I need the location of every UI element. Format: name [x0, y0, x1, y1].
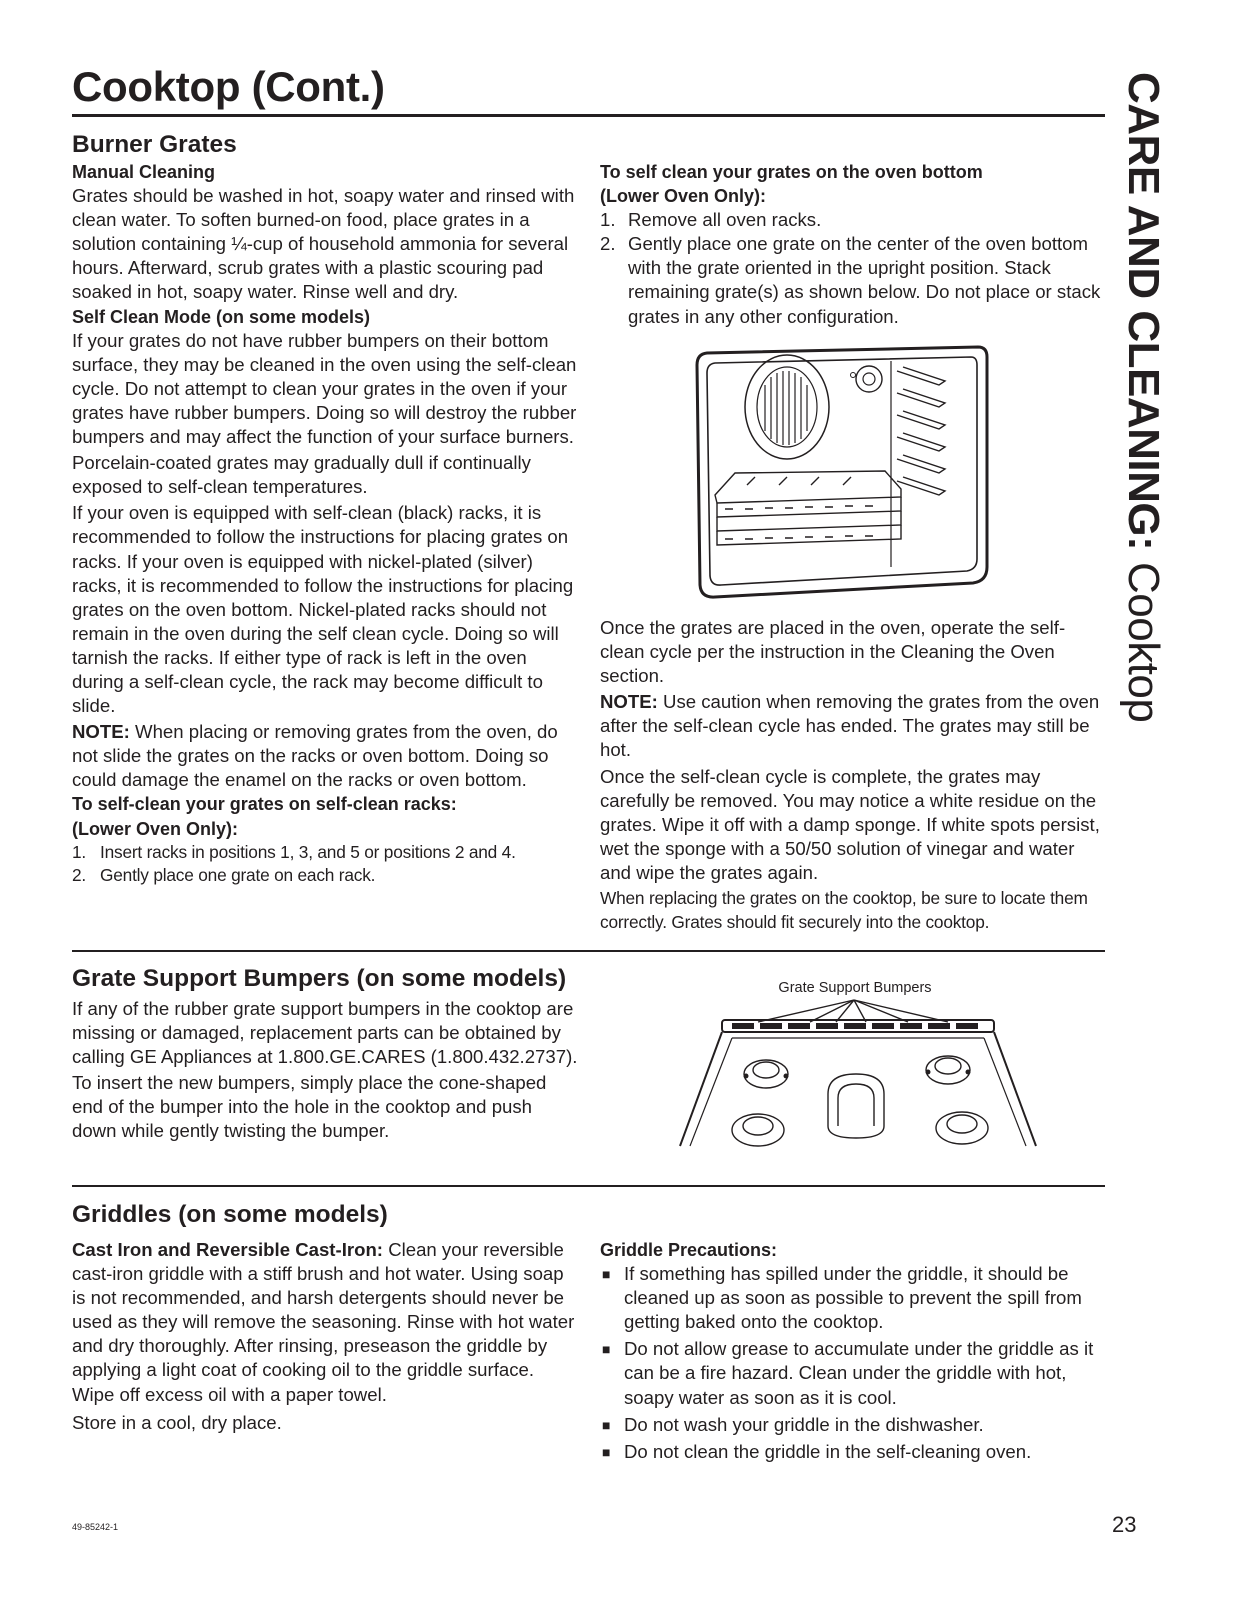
bumpers-text — [72, 997, 580, 1144]
after-paragraph: When replacing the grates on the cooktop, be sure to locate them correctly. Grates should fit securely into the cooktop. — [600, 888, 1088, 932]
precaution-text: Do not clean the griddle in the self-cleaning oven. — [624, 1440, 1032, 1462]
precaution-item — [600, 1262, 1105, 1334]
bottom-heading-line: To self clean your grates on the oven bottom — [600, 162, 983, 182]
step-number: 2. — [72, 865, 87, 886]
self-clean-paragraph: If your grates do not have rubber bumpers on their bottom surface, they may be cleaned in the oven using the self-clean cycle. Do not attempt to clean your grates in the oven if your grates have rubber bumpers. Doing so will destroy the rubber bumpers and may affect the function of your surface burners. — [72, 329, 577, 448]
note2-label: NOTE: — [600, 691, 658, 713]
after-paragraph: Once the grates are placed in the oven, operate the self-clean cycle per the instruction in the Cleaning the Oven section. — [600, 617, 1066, 687]
racks-heading-line: To self-clean your grates on self-clean racks: — [72, 794, 457, 815]
title-rule — [72, 114, 1105, 117]
precautions-label: Griddle Precautions: — [600, 1240, 778, 1260]
step-text: Gently place one grate on the center of the oven bottom with the grate oriented in the upright position. Stack remaining grate(s) as shown below. Do not place or stack grates in any other configuration. — [628, 233, 1101, 327]
bottom-heading — [600, 160, 1105, 208]
manual-cleaning-text: Grates should be washed in hot, soapy water and rinsed with clean water. To soften burned-on food, place grates in a solution containing ¼-cup of household ammonia for several hours. Afterward, scrub grates with a plastic scouring pad soaked in hot, soapy water. Rinse well and dry. — [72, 185, 575, 303]
step-text: Remove all oven racks. — [628, 209, 822, 231]
precautions-list — [600, 1262, 1105, 1464]
precaution-item — [600, 1413, 1105, 1437]
burner-grates-right-column — [600, 160, 1105, 329]
note-text: When placing or removing grates from the oven, do not slide the grates on the racks or oven bottom. Doing so could damage the enamel on the racks or oven bottom. — [72, 721, 558, 791]
page-number: 23 — [1112, 1512, 1137, 1537]
self-clean-paragraph: If your oven is equipped with self-clean (black) racks, it is recommended to follow the instructions for placing grates on racks. If your oven is equipped with nickel-plated (silver) racks, it is recommended to follow the instructions for placing grates on the oven bottom. Nickel-plated racks should not remain in the oven during the self clean cycle. Doing so will tarnish the racks. If either type of rack is left in the oven during a self-clean cycle, the rack may become difficult to slide. — [72, 502, 574, 717]
manual-cleaning-label: Manual Cleaning — [72, 162, 216, 182]
self-clean-label: Self Clean Mode (on some models) — [72, 306, 371, 327]
bumpers-paragraph: If any of the rubber grate support bumpers in the cooktop are missing or damaged, replacement parts can be obtained by calling GE Appliances at 1.800.GE.CARES (1.800.432.2737). — [72, 998, 578, 1068]
section-rule — [72, 1185, 1105, 1187]
step-text: Insert racks in positions 1, 3, and 5 or positions 2 and 4. — [100, 841, 516, 862]
precaution-text: Do not wash your griddle in the dishwasher. — [624, 1413, 984, 1435]
page-title: Cooktop (Cont.) — [72, 63, 385, 110]
burner-grates-heading: Burner Grates — [72, 131, 237, 158]
racks-step — [72, 864, 580, 888]
after-paragraph: Once the self-clean cycle is complete, the grates may carefully be removed. You may notice a white residue on the grates. Wipe it off with a damp sponge. If white spots persist, wet the sponge with a 50/50 solution of vinegar and water and wipe the grates again. — [600, 765, 1100, 883]
precaution-text: If something has spilled under the griddle, it should be cleaned up as soon as possible to prevent the spill from getting baked onto the cooktop. — [624, 1263, 1082, 1333]
precaution-item — [600, 1440, 1105, 1464]
bottom-steps — [600, 208, 1105, 328]
bullet-icon: ■ — [602, 1416, 611, 1433]
bullet-icon: ■ — [602, 1443, 611, 1460]
bumpers-paragraph: To insert the new bumpers, simply place the cone-shaped end of the bumper into the hole in the cooktop and push down while gently twisting the bumper. — [72, 1072, 547, 1142]
bullet-icon: ■ — [602, 1341, 611, 1358]
griddles-heading: Griddles (on some models) — [72, 1201, 388, 1228]
griddles-left-column — [72, 1238, 580, 1435]
cast-iron-text: Clean your reversible cast-iron griddle with a stiff brush and hot water. Using soap is not recommended, and harsh detergents should never be used as they will remove the seasoning. Rinse with hot water and dry thoroughly. After rinsing, preseason the griddle by applying a light coat of cooking oil to the griddle surface. Wipe off excess oil with a paper towel. — [72, 1239, 575, 1405]
racks-step — [72, 841, 580, 865]
racks-heading-line: (Lower Oven Only): — [72, 818, 239, 839]
precaution-item — [600, 1337, 1105, 1409]
note-label: NOTE: — [72, 721, 130, 743]
cooktop-bumpers-illustration — [676, 998, 1040, 1148]
bumpers-figure-label: Grate Support Bumpers — [778, 980, 932, 996]
bumpers-heading: Grate Support Bumpers (on some models) — [72, 965, 567, 992]
side-tab-text — [1118, 72, 1168, 722]
burner-grates-right-bottom — [600, 616, 1105, 934]
note-paragraph — [72, 720, 580, 792]
racks-heading — [72, 792, 580, 840]
section-rule — [72, 950, 1105, 952]
document-code: 49-85242-1 — [72, 1522, 119, 1532]
burner-grates-left-column — [72, 160, 580, 888]
side-tab-bold: CARE AND CLEANING: — [1119, 72, 1168, 551]
store-text: Store in a cool, dry place. — [72, 1411, 282, 1433]
side-tab-regular: Cooktop — [1119, 561, 1168, 723]
step-text: Gently place one grate on each rack. — [100, 865, 376, 886]
self-clean-paragraph: Porcelain-coated grates may gradually dull if continually exposed to self-clean temperatures. — [72, 452, 531, 498]
note2-paragraph — [600, 690, 1105, 762]
bullet-icon: ■ — [602, 1266, 611, 1283]
oven-grates-illustration — [695, 345, 993, 600]
step-number: 2. — [600, 233, 616, 255]
precaution-text: Do not allow grease to accumulate under the griddle as it can be a fire hazard. Clean under the griddle with hot, soapy water as soon as it is cool. — [624, 1338, 1094, 1408]
racks-steps — [72, 841, 580, 888]
note2-text: Use caution when removing the grates from the oven after the self-clean cycle has ended. The grates may still be hot. — [600, 691, 1100, 761]
bottom-step — [600, 232, 1105, 328]
step-number: 1. — [600, 209, 616, 231]
griddles-right-column — [600, 1238, 1105, 1467]
bottom-heading-line: (Lower Oven Only): — [600, 186, 767, 207]
cast-iron-paragraph — [72, 1238, 580, 1407]
bottom-step — [600, 208, 1105, 232]
step-number: 1. — [72, 841, 87, 862]
cast-iron-label: Cast Iron and Reversible Cast-Iron: — [72, 1239, 384, 1260]
side-tab — [1119, 72, 1180, 723]
